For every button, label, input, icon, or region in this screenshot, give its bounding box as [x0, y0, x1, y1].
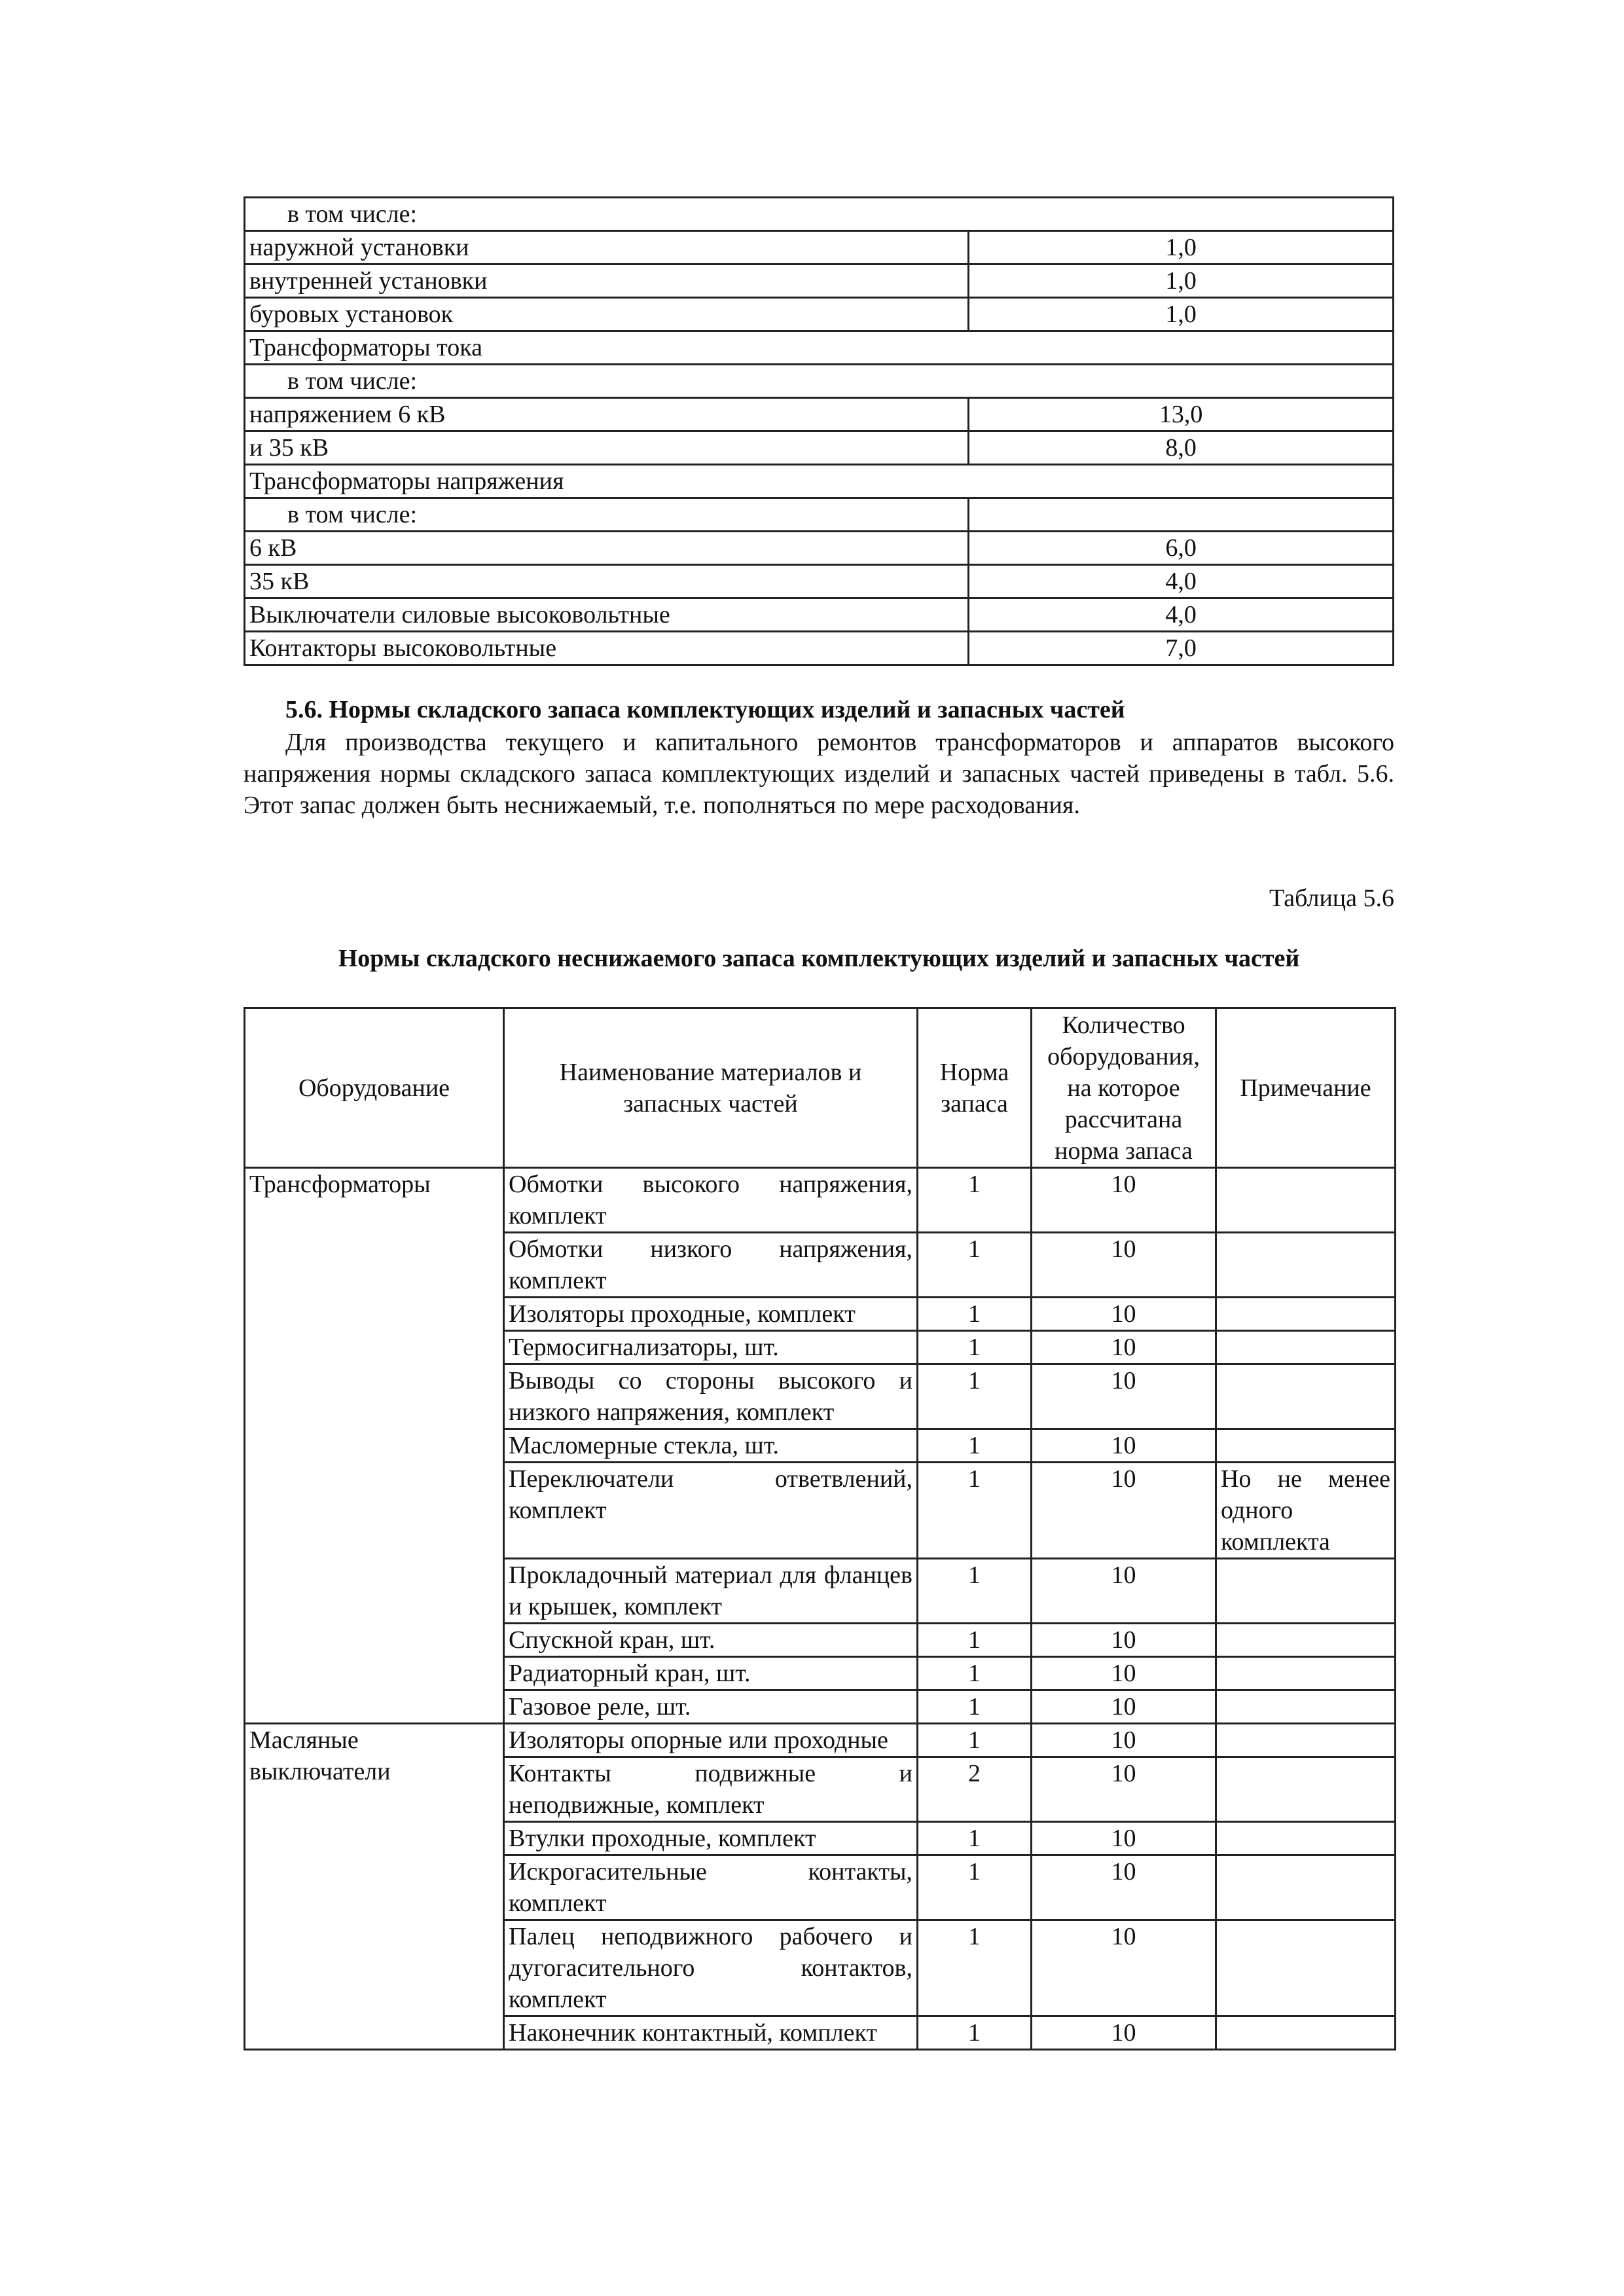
norm-cell: 1 — [918, 1429, 1032, 1463]
norm-cell: 1 — [918, 1724, 1032, 1757]
table-row — [245, 198, 1394, 231]
norm-cell: 1 — [918, 1233, 1032, 1298]
material-name-cell: Контакты подвижные и неподвижные, комплект — [504, 1757, 918, 1822]
material-name-cell: Обмотки низкого напряжения, комплект — [504, 1233, 918, 1298]
norm-cell: 2 — [918, 1757, 1032, 1822]
row-label: в том числе: — [245, 365, 1394, 398]
norm-cell: 1 — [918, 1657, 1032, 1690]
row-label: наружной установки — [245, 231, 969, 264]
note-cell — [1216, 1855, 1396, 1920]
quantity-cell: 10 — [1032, 1855, 1216, 1920]
note-cell — [1216, 1757, 1396, 1822]
material-name-cell: Наконечник контактный, комплект — [504, 2016, 918, 2050]
quantity-cell: 10 — [1032, 1298, 1216, 1331]
table-row — [245, 264, 1394, 298]
quantity-cell: 10 — [1032, 1233, 1216, 1298]
row-label: Трансформаторы тока — [245, 331, 1394, 365]
header-note: Примечание — [1216, 1008, 1396, 1168]
spare-parts-table — [244, 1007, 1396, 2050]
material-name-cell: Изоляторы опорные или проходные — [504, 1724, 918, 1757]
row-label: Контакторы высоковольтные — [245, 632, 969, 665]
material-name-cell: Газовое реле, шт. — [504, 1690, 918, 1724]
material-name-cell: Прокладочный материал для фланцев и крышек, комплект — [504, 1559, 918, 1624]
table-row — [245, 431, 1394, 465]
quantity-cell: 10 — [1032, 1657, 1216, 1690]
quantity-cell: 10 — [1032, 1822, 1216, 1855]
note-cell — [1216, 1364, 1396, 1429]
note-cell — [1216, 1559, 1396, 1624]
material-name-cell: Масломерные стекла, шт. — [504, 1429, 918, 1463]
note-cell — [1216, 1822, 1396, 1855]
row-value: 4,0 — [969, 598, 1394, 632]
table-row — [245, 398, 1394, 431]
note-cell — [1216, 1429, 1396, 1463]
norm-cell: 1 — [918, 1920, 1032, 2016]
material-name-cell: Втулки проходные, комплект — [504, 1822, 918, 1855]
quantity-cell: 10 — [1032, 1690, 1216, 1724]
row-label: в том числе: — [245, 498, 969, 532]
table-row — [245, 498, 1394, 532]
table-row — [245, 598, 1394, 632]
row-label: 35 кВ — [245, 565, 969, 598]
row-label: и 35 кВ — [245, 431, 969, 465]
row-label: в том числе: — [245, 198, 1394, 231]
material-name-cell: Обмотки высокого напряжения, комплект — [504, 1168, 918, 1233]
table-row — [245, 632, 1394, 665]
quantity-cell: 10 — [1032, 1559, 1216, 1624]
norm-cell: 1 — [918, 1168, 1032, 1233]
quantity-cell: 10 — [1032, 1920, 1216, 2016]
row-label: 6 кВ — [245, 532, 969, 565]
equipment-cell: Трансформаторы — [245, 1168, 504, 1724]
table-row — [245, 565, 1394, 598]
material-name-cell: Радиаторный кран, шт. — [504, 1657, 918, 1690]
row-label: буровых установок — [245, 298, 969, 331]
material-name-cell: Переключатели ответвлений, комплект — [504, 1463, 918, 1559]
top-table-body — [245, 198, 1394, 665]
quantity-cell: 10 — [1032, 1429, 1216, 1463]
equipment-cell: Масляные выключатели — [245, 1724, 504, 2050]
top-norms-table — [244, 196, 1394, 666]
table-row — [245, 331, 1394, 365]
table-row — [245, 365, 1394, 398]
note-cell — [1216, 1233, 1396, 1298]
quantity-cell: 10 — [1032, 1331, 1216, 1364]
row-value: 4,0 — [969, 565, 1394, 598]
quantity-cell: 10 — [1032, 2016, 1216, 2050]
norm-cell: 1 — [918, 1331, 1032, 1364]
note-cell: Но не менее одного комплекта — [1216, 1463, 1396, 1559]
note-cell — [1216, 2016, 1396, 2050]
norm-cell: 1 — [918, 1298, 1032, 1331]
header-norm: Норма запаса — [918, 1008, 1032, 1168]
table-header-row — [245, 1008, 1396, 1168]
material-name-cell: Изоляторы проходные, комплект — [504, 1298, 918, 1331]
note-cell — [1216, 1331, 1396, 1364]
quantity-cell: 10 — [1032, 1724, 1216, 1757]
norm-cell: 1 — [918, 1364, 1032, 1429]
row-value: 6,0 — [969, 532, 1394, 565]
table-row — [245, 231, 1394, 264]
row-value — [969, 498, 1394, 532]
quantity-cell: 10 — [1032, 1168, 1216, 1233]
quantity-cell: 10 — [1032, 1364, 1216, 1429]
quantity-cell: 10 — [1032, 1463, 1216, 1559]
table-row — [245, 465, 1394, 498]
note-cell — [1216, 1690, 1396, 1724]
norm-cell: 1 — [918, 1624, 1032, 1657]
table-row — [245, 298, 1394, 331]
quantity-cell: 10 — [1032, 1757, 1216, 1822]
header-equipment: Оборудование — [245, 1008, 504, 1168]
header-quantity: Количество оборудования, на которое рассчитана норма запаса — [1032, 1008, 1216, 1168]
row-value: 1,0 — [969, 298, 1394, 331]
row-label: Выключатели силовые высоковольтные — [245, 598, 969, 632]
table-row — [245, 1168, 1396, 1233]
norm-cell: 1 — [918, 1463, 1032, 1559]
row-label: напряжением 6 кВ — [245, 398, 969, 431]
section-heading: 5.6. Нормы складского запаса комплектующих изделий и запасных частей — [285, 696, 1125, 723]
material-name-cell: Термосигнализаторы, шт. — [504, 1331, 918, 1364]
table-caption: Таблица 5.6 — [1269, 884, 1394, 912]
row-label: внутренней установки — [245, 264, 969, 298]
note-cell — [1216, 1657, 1396, 1690]
row-value: 8,0 — [969, 431, 1394, 465]
table-title: Нормы складского неснижаемого запаса комплектующих изделий и запасных частей — [338, 945, 1300, 972]
note-cell — [1216, 1624, 1396, 1657]
section-paragraph: Для производства текущего и капитального ремонтов трансформаторов и аппаратов высокого напряжения нормы складского запаса комплектующих изделий и запасных частей приведены в табл. 5.6. Этот запас должен быть неснижаемый, т.е. пополняться по мере расходования. — [244, 729, 1394, 819]
material-name-cell: Спускной кран, шт. — [504, 1624, 918, 1657]
note-cell — [1216, 1168, 1396, 1233]
table-row — [245, 532, 1394, 565]
note-cell — [1216, 1920, 1396, 2016]
norm-cell: 1 — [918, 1822, 1032, 1855]
material-name-cell: Палец неподвижного рабочего и дугогасительного контактов, комплект — [504, 1920, 918, 2016]
quantity-cell: 10 — [1032, 1624, 1216, 1657]
material-name-cell: Выводы со стороны высокого и низкого напряжения, комплект — [504, 1364, 918, 1429]
material-name-cell: Искрогасительные контакты, комплект — [504, 1855, 918, 1920]
row-value: 1,0 — [969, 231, 1394, 264]
note-cell — [1216, 1298, 1396, 1331]
norm-cell: 1 — [918, 1559, 1032, 1624]
row-value: 1,0 — [969, 264, 1394, 298]
note-cell — [1216, 1724, 1396, 1757]
row-label: Трансформаторы напряжения — [245, 465, 1394, 498]
norm-cell: 1 — [918, 1855, 1032, 1920]
table-row — [245, 1724, 1396, 1757]
header-materials: Наименование материалов и запасных частей — [504, 1008, 918, 1168]
norm-cell: 1 — [918, 2016, 1032, 2050]
spare-parts-table-body — [245, 1168, 1396, 2050]
norm-cell: 1 — [918, 1690, 1032, 1724]
row-value: 13,0 — [969, 398, 1394, 431]
row-value: 7,0 — [969, 632, 1394, 665]
